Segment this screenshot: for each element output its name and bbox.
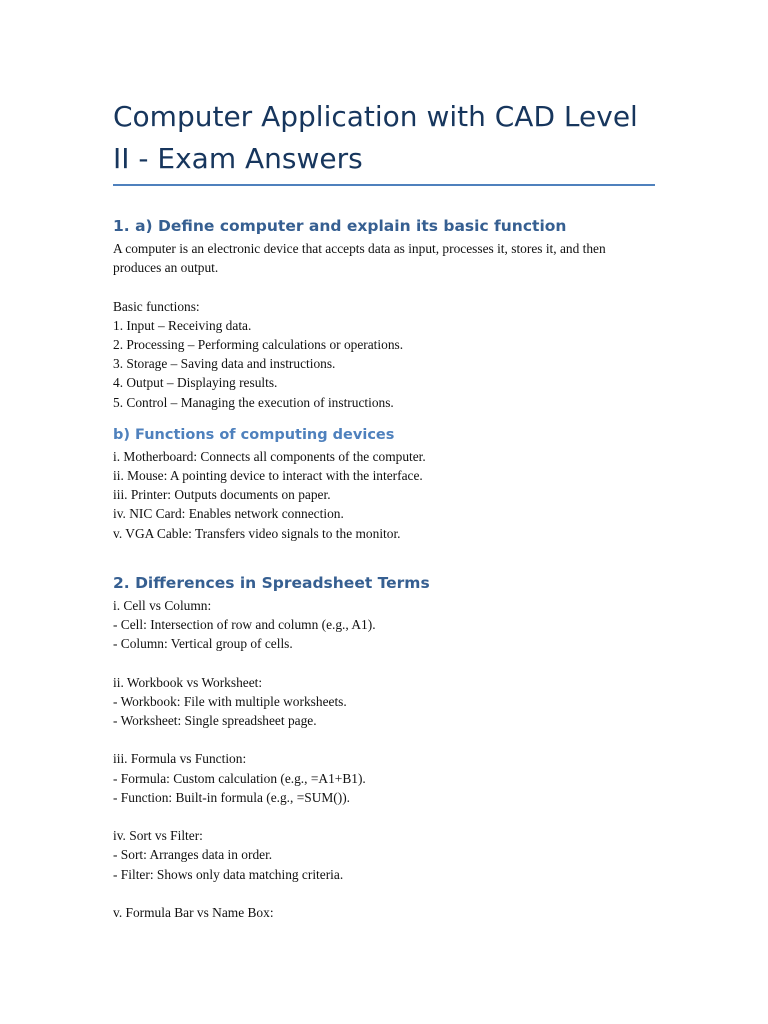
spacer	[113, 807, 657, 826]
term-line: - Sort: Arranges data in order.	[113, 847, 273, 863]
spacer	[113, 730, 657, 749]
device-item: i. Motherboard: Connects all components of the computer.	[113, 448, 426, 464]
spacer	[113, 884, 657, 903]
document-title: Computer Application with CAD Level II - Exam Answers	[113, 100, 638, 175]
term-line: - Formula: Custom calculation (e.g., =A1+B1).	[113, 770, 366, 786]
device-item: v. VGA Cable: Transfers video signals to the monitor.	[113, 525, 401, 541]
basic-function-item: 4. Output – Displaying results.	[113, 375, 278, 391]
spacer	[113, 653, 657, 672]
basic-function-item: 3. Storage – Saving data and instructions.	[113, 356, 336, 372]
term-line: - Filter: Shows only data matching criteria.	[113, 866, 344, 882]
term-group-title: iii. Formula vs Function:	[113, 751, 247, 767]
term-group-title: ii. Workbook vs Worksheet:	[113, 674, 263, 690]
section-2-heading: 2. Differences in Spreadsheet Terms	[113, 573, 430, 592]
document-page	[113, 96, 657, 922]
device-item: iii. Printer: Outputs documents on paper.	[113, 487, 331, 503]
basic-function-item: 1. Input – Receiving data.	[113, 317, 252, 333]
basic-function-item: 5. Control – Managing the execution of instructions.	[113, 394, 394, 410]
term-line: - Worksheet: Single spreadsheet page.	[113, 713, 317, 729]
spacer	[113, 277, 657, 296]
device-item: ii. Mouse: A pointing device to interact with the interface.	[113, 468, 423, 484]
device-item: iv. NIC Card: Enables network connection.	[113, 506, 344, 522]
computer-definition: A computer is an electronic device that accepts data as input, processes it, stores it, and then produces an output.	[113, 241, 606, 276]
basic-functions-label: Basic functions:	[113, 298, 200, 314]
term-line: - Cell: Intersection of row and column (e.g., A1).	[113, 617, 376, 633]
term-group-title: v. Formula Bar vs Name Box:	[113, 905, 274, 921]
term-group-title: iv. Sort vs Filter:	[113, 828, 203, 844]
basic-function-item: 2. Processing – Performing calculations or operations.	[113, 337, 404, 352]
section-1b-heading: b) Functions of computing devices	[113, 426, 395, 443]
term-line: - Column: Vertical group of cells.	[113, 636, 293, 652]
term-line: - Workbook: File with multiple worksheets.	[113, 693, 347, 709]
title-underline	[113, 184, 655, 186]
term-group-title: i. Cell vs Column:	[113, 597, 212, 613]
term-line: - Function: Built-in formula (e.g., =SUM()).	[113, 789, 351, 805]
section-1a-heading: 1. a) Define computer and explain its basic function	[113, 217, 567, 235]
